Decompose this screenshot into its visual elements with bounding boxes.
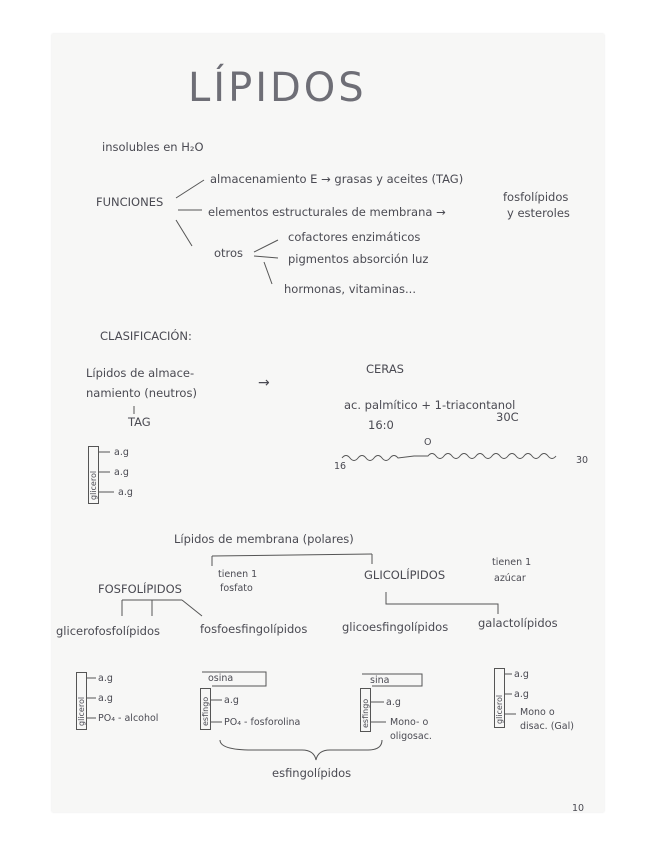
tag-ticks — [98, 452, 114, 492]
glico-tree — [386, 592, 498, 614]
d2-top-label: osina — [208, 673, 234, 684]
tag-label: TAG — [128, 415, 151, 429]
funciones-label: FUNCIONES — [96, 195, 164, 209]
d2-box-label: esfingo — [201, 696, 210, 726]
subclass-label: glicerofosfolípidos — [56, 624, 160, 638]
esfingolipidos-label: esfingolípidos — [272, 766, 352, 780]
d2-item: a.g — [224, 695, 239, 706]
d2-item: PO₄ - fosforolina — [224, 717, 301, 728]
page-title: LÍPIDOS — [188, 65, 367, 111]
glicolipidos-heading: GLICOLÍPIDOS — [364, 568, 446, 582]
esfingo-brace — [220, 740, 382, 760]
d4-item: Mono o — [520, 707, 555, 718]
d1-item: PO₄ - alcohol — [98, 713, 159, 724]
fosfo-tree — [122, 600, 202, 616]
membrana-bracket — [212, 554, 372, 556]
branch-line — [254, 240, 278, 252]
glico-note-2: azúcar — [494, 573, 526, 584]
membrana-heading: Lípidos de membrana (polares) — [174, 532, 354, 546]
d4-ticks — [504, 674, 516, 714]
funcion-estructural-note-1: fosfolípidos — [503, 190, 569, 204]
sketch-lines — [52, 34, 604, 812]
wax-oxygen-label: O — [424, 437, 432, 448]
otros-item: cofactores enzimáticos — [288, 230, 421, 244]
ceras-sub-1: 16:0 — [368, 418, 394, 432]
d2-head — [202, 672, 266, 686]
d1-box-label: glicerol — [77, 696, 86, 726]
fosfo-note-1: tienen 1 — [218, 569, 258, 580]
d4-box-label: glicerol — [495, 694, 504, 724]
otros-label: otros — [214, 246, 244, 260]
otros-item: hormonas, vitaminas... — [284, 282, 416, 296]
almacen-line-1: Lípidos de almace- — [86, 366, 195, 380]
glicerol-box-label: glicerol — [89, 470, 98, 500]
wax-left-label: 16 — [334, 461, 347, 472]
subclass-label: fosfoesfingolípidos — [200, 622, 308, 636]
subclass-label: glicoesfingolípidos — [342, 620, 449, 634]
ceras-heading: CERAS — [366, 362, 404, 376]
d4-item: a.g — [514, 669, 529, 680]
d3-item: oligosac. — [390, 731, 432, 742]
branch-line — [176, 220, 192, 246]
tag-chain: a.g — [118, 487, 133, 498]
d4-item: a.g — [514, 689, 529, 700]
clasificacion-heading: CLASIFICACIÓN: — [100, 329, 192, 343]
d3-ticks — [370, 702, 386, 722]
d3-item: a.g — [386, 697, 401, 708]
d2-ticks — [210, 700, 222, 722]
funcion-estructural: elementos estructurales de membrana → — [208, 205, 446, 219]
wax-right-label: 30 — [576, 455, 589, 466]
notebook-page — [52, 34, 604, 812]
fosfolipidos-heading: FOSFOLÍPIDOS — [98, 582, 182, 596]
d1-item: a.g — [98, 693, 113, 704]
tag-chain: a.g — [114, 447, 129, 458]
d1-item: a.g — [98, 673, 113, 684]
ceras-formula: ac. palmítico + 1-triacontanol — [344, 398, 516, 412]
fosfo-note-2: fosfato — [220, 583, 253, 594]
funcion-almacenamiento: almacenamiento E → grasas y aceites (TAG) — [210, 172, 464, 186]
d3-box-label: esfingo — [361, 698, 370, 728]
subclass-label: galactolípidos — [478, 616, 558, 630]
arrow-icon: → — [258, 375, 270, 391]
page-number: 10 — [572, 803, 585, 814]
d3-head — [362, 674, 422, 686]
wax-chain — [342, 454, 556, 461]
branch-line — [254, 256, 278, 258]
d3-item: Mono- o — [390, 717, 429, 728]
glico-note-1: tienen 1 — [492, 557, 532, 568]
almacen-line-2: namiento (neutros) — [86, 386, 197, 400]
d3-top-label: sina — [370, 675, 390, 686]
intro-text: insolubles en H₂O — [102, 140, 204, 154]
tag-chain: a.g — [114, 467, 129, 478]
d4-item: disac. (Gal) — [520, 721, 574, 732]
d1-ticks — [86, 678, 96, 718]
branch-line — [264, 262, 272, 284]
otros-item: pigmentos absorción luz — [288, 252, 429, 266]
branch-line — [176, 180, 204, 198]
ceras-sub-2: 30C — [496, 410, 519, 424]
funcion-estructural-note-2: y esteroles — [507, 206, 570, 220]
